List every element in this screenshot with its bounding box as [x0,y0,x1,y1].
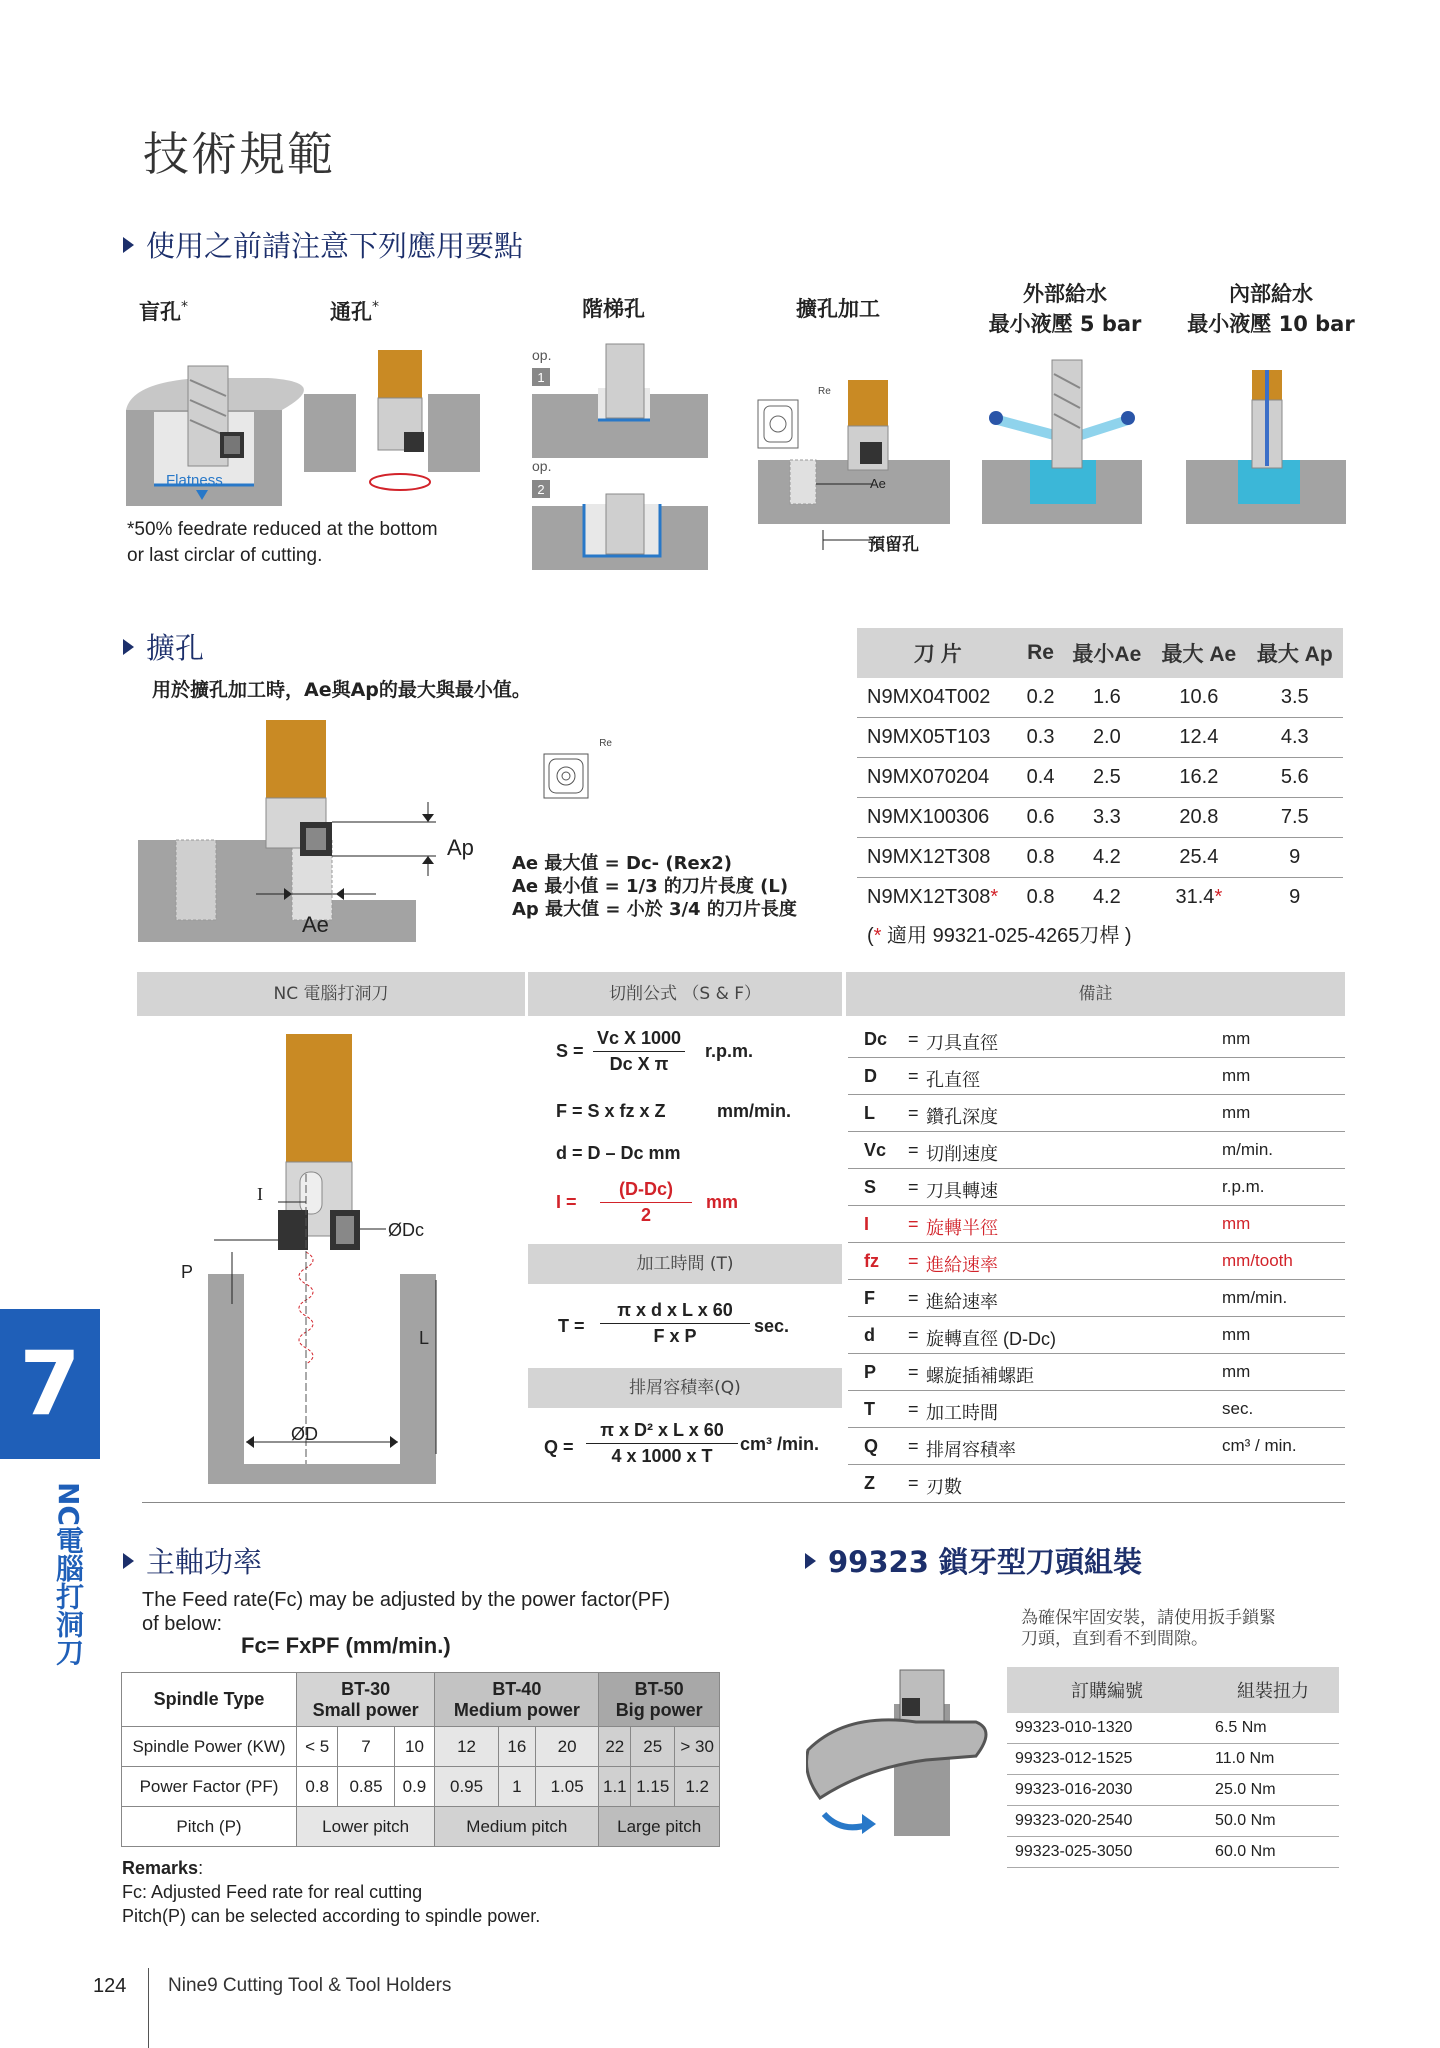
remark-desc: 旋轉半徑 [926,1218,998,1238]
table-row [1007,1775,1339,1806]
remark-unit: cm³ / min. [1222,1436,1297,1455]
remark-equals: = [908,1436,919,1456]
remark-symbol: I [864,1214,870,1234]
remark-row [848,1131,1345,1169]
remark-symbol: Vc [864,1140,887,1160]
section-heading-spindle-power: 主軸功率 [123,1540,262,1581]
footnote-text: 適用 99321-025-4265刀桿 ) [881,925,1132,947]
remark-equals: = [908,1214,919,1234]
remark-equals: = [908,1177,919,1197]
remark-unit: m/min. [1222,1140,1273,1159]
table-row [1007,1837,1339,1868]
table-cell: N9MX04T002 [857,678,1019,718]
table-cell: 0.8 [1026,886,1055,908]
remark-equals: = [908,1029,919,1049]
remark-symbol: Z [864,1473,875,1493]
spindle-formula: Fc= FxPF (mm/min.) [241,1633,451,1658]
table-cell: 0.3 [1019,718,1063,758]
formula-d: d = D – Dc mm [556,1143,681,1163]
spindle-power-cell: 25 [631,1727,675,1767]
remark-row [848,1242,1345,1280]
chapter-tab-number: 7 [0,1309,100,1459]
svg-text:op.: op. [532,347,552,363]
spindle-power-cell: 20 [535,1727,599,1767]
remark-symbol: Dc [864,1029,888,1049]
svg-text:Re: Re [599,738,612,749]
enlarge-subheading: 用於擴孔加工時，Ae與Ap的最大與最小值。 [152,679,531,701]
remark-symbol: D [864,1066,877,1086]
table-cell: 99323-016-2030 [1007,1775,1207,1806]
remark-desc: 鑽孔深度 [926,1107,998,1127]
table-row [1007,1713,1339,1744]
page-number: 124 [93,1975,127,1997]
spindle-power-cell: < 5 [297,1727,338,1767]
external-coolant-illustration [982,360,1142,524]
section-heading-99323: 99323 鎖牙型刀頭組裝 [805,1540,1142,1581]
wrench-assembly-illustration [806,1664,1006,1844]
pitch-label: Pitch (P) [122,1807,297,1847]
assembly-torque-table [1007,1667,1339,1868]
remark-equals: = [908,1066,919,1086]
table-row [857,718,1343,758]
insert-col-header: Re [1019,628,1063,678]
bullet-triangle-icon [805,1553,816,1569]
label-internal-coolant: 內部給水 最小液壓 10 bar [1187,282,1355,336]
header-nc-drill: NC 電腦打洞刀 [137,972,525,1016]
remark-desc: 刀具直徑 [926,1033,998,1053]
remark-row [848,1279,1345,1317]
table-row [857,678,1343,718]
assembly-note: 為確保牢固安裝，請使用扳手鎖緊 刀頭，直到看不到間隙。 [1021,1608,1276,1649]
formula-i-fraction: $\frac{(D-Dc)}{2}$ [600,1179,692,1226]
label-external-coolant: 外部給水 最小液壓 5 bar [988,282,1142,336]
table-cell: 2.5 [1062,758,1151,798]
remark-desc: 旋轉直徑 (D-Dc) [926,1329,1056,1349]
table-cell: 4.2 [1062,838,1151,878]
remark-equals: = [908,1251,919,1271]
table-cell: 11.0 Nm [1207,1744,1339,1775]
section-heading-usage-notes [123,224,523,265]
footnote-open: ( [867,925,874,947]
pre-hole-label: 預留孔 [868,535,919,555]
table-cell: 25.4 [1151,838,1246,878]
remark-symbol: T [864,1399,875,1419]
remark-unit: mm [1222,1066,1251,1085]
remark-desc: 進給速率 [926,1255,998,1275]
insert-col-header: 最大 Ae [1151,628,1246,678]
table-cell: N9MX05T103 [857,718,1019,758]
remark-row [848,1464,1345,1501]
table-cell [1151,878,1246,918]
formula-t-fraction: $\frac{\text{π x d x L x 60}}{\text{F x P}}$ [600,1300,750,1347]
table-cell: 2.0 [1062,718,1151,758]
footer-brand: Nine9 Cutting Tool & Tool Holders [168,1975,452,1996]
table-cell: 25.0 Nm [1207,1775,1339,1806]
table-cell: 3.3 [1062,798,1151,838]
table-cell: 99323-012-1525 [1007,1744,1207,1775]
enlarge-diagram [136,716,556,946]
table-cell [857,878,1019,918]
nc-drill-diagram [150,1024,450,1484]
remark-unit: mm/min. [1222,1288,1288,1307]
footnote-row [857,917,1343,956]
spindle-power-cell: 10 [394,1727,435,1767]
table-cell: N9MX12T308 [857,838,1019,878]
remark-unit: sec. [1222,1399,1254,1418]
spindle-remarks: Remarks: Fc: Adjusted Feed rate for real cutting Pitch(P) can be selected according to spindle power. [122,1858,541,1926]
table-cell: N9MX070204 [857,758,1019,798]
remark-unit: r.p.m. [1222,1177,1265,1196]
remark-equals: = [908,1473,919,1493]
step-hole-op1-illustration [532,344,708,458]
remark-unit: mm [1222,1029,1251,1048]
remark-row [848,1427,1345,1465]
group-bt40: BT-40 Medium power [435,1673,599,1727]
diagram-label-L: L [419,1328,430,1348]
torque-col-header: 組裝扭力 [1207,1667,1339,1713]
enlarge-formulas: Ae 最大值 = Dc- (Rex2) Ae 最小值 = 1/3 的刀片長度 (L) Ap 最大值 = 小於 3/4 的刀片長度 [512,853,797,920]
formula-t-lhs: T = [558,1316,585,1336]
formula-s-lhs: S = [556,1041,584,1061]
power-factor-cell: 1.1 [599,1767,631,1807]
table-cell: N9MX100306 [857,798,1019,838]
table-cell: 4.2 [1092,886,1121,908]
max-ae-value: 31.4 [1175,886,1215,908]
table-cell: 7.5 [1246,798,1343,838]
table-cell: 10.6 [1151,678,1246,718]
remark-symbol: d [864,1325,875,1345]
header-remarks: 備註 [846,972,1345,1016]
remark-unit: mm [1222,1325,1251,1344]
table-row [1007,1806,1339,1837]
remark-equals: = [908,1140,919,1160]
formula-i-lhs: I = [556,1192,577,1212]
remark-desc: 孔直徑 [926,1070,980,1090]
remark-row [848,1205,1345,1243]
diagram-label-I: I [257,1184,263,1204]
svg-text:Ae: Ae [870,476,886,491]
insert-table [857,628,1343,956]
svg-text:1: 1 [537,370,545,385]
remark-unit: mm [1222,1214,1251,1233]
formula-i-unit: mm [706,1192,739,1212]
remark-desc: 螺旋插補螺距 [926,1366,1034,1386]
header-cutting-formula: 切削公式 （S & F） [528,972,842,1016]
power-factor-cell: 1.2 [675,1767,720,1807]
footnote-cell [857,917,1343,956]
section-heading-enlarge: 擴孔 [123,626,204,667]
table-cell: 1.6 [1062,678,1151,718]
diagram-label-Dc: ØDc [388,1220,424,1240]
label-enlarge-hole: 擴孔加工 [796,297,880,321]
power-factor-cell: 1.15 [631,1767,675,1807]
remark-row [848,1057,1345,1095]
spindle-table [121,1672,720,1847]
remark-desc: 刀具轉速 [926,1181,998,1201]
remark-desc: 切削速度 [926,1144,998,1164]
table-row [1007,1744,1339,1775]
chapter-tab-text: NC電腦打洞刀 [52,1482,85,1666]
remark-row [848,1168,1345,1206]
svg-text:Re: Re [818,386,831,397]
insert-name: N9MX12T308 [867,886,991,908]
remark-desc: 刃數 [926,1477,962,1497]
remark-desc: 進給速率 [926,1292,998,1312]
table-cell: 60.0 Nm [1207,1837,1339,1868]
formula-t-unit: sec. [754,1316,790,1336]
remark-row [848,1094,1345,1132]
label-blind-hole: 盲孔* [139,299,188,324]
remark-desc: 加工時間 [926,1403,998,1423]
table-cell: 5.6 [1246,758,1343,798]
insert-col-header: 最小Ae [1062,628,1151,678]
table-row [857,758,1343,798]
insert-table-header [857,628,1343,678]
remark-unit: mm/tooth [1222,1251,1293,1270]
remark-symbol: F [864,1288,875,1308]
power-factor-cell: 1.05 [535,1767,599,1807]
insert-col-header: 最大 Ap [1246,628,1343,678]
formula-s-fraction: $\frac{\text{Vc X 1000}}{\text{Dc X π}}$ [593,1028,685,1075]
table-cell: 50.0 Nm [1207,1806,1339,1837]
spindle-power-cell: 12 [435,1727,499,1767]
table-cell: 16.2 [1151,758,1246,798]
diagram-label-P: P [181,1262,194,1282]
through-hole-illustration [304,350,480,490]
power-factor-cell: 0.95 [435,1767,499,1807]
remark-symbol: S [864,1177,877,1197]
spindle-power-cell: 22 [599,1727,631,1767]
formula-q-unit: cm³ /min. [740,1434,820,1454]
pitch-lower: Lower pitch [297,1807,435,1847]
spindle-intro: The Feed rate(Fc) may be adjusted by the power factor(PF) of below: [142,1589,670,1635]
footer-divider [148,1968,149,2048]
torque-col-header: 訂購編號 [1007,1667,1207,1713]
remark-equals: = [908,1288,919,1308]
bullet-triangle-icon [123,237,134,253]
power-factor-cell: 1 [498,1767,535,1807]
svg-text:2: 2 [537,482,545,497]
remark-row [848,1316,1345,1354]
table-cell: 3.5 [1246,678,1343,718]
insert-re-icon [538,734,618,814]
power-factor-label: Power Factor (PF) [122,1767,297,1807]
asterisk-mark: * [990,886,999,908]
internal-coolant-illustration [1186,370,1346,524]
table-cell: 9 [1246,838,1343,878]
formula-q-lhs: Q = [544,1437,574,1457]
power-factor-cell: 0.8 [297,1767,338,1807]
table-cell: 12.4 [1151,718,1246,758]
group-bt50: BT-50 Big power [599,1673,720,1727]
spindle-power-cell: > 30 [675,1727,720,1767]
asterisk-mark: * [1214,886,1223,908]
power-factor-cell: 0.85 [338,1767,394,1807]
table-cell: 0.4 [1019,758,1063,798]
page-title: 技術規範 [143,127,335,181]
formula-s-unit: r.p.m. [705,1041,754,1061]
pitch-large: Large pitch [599,1807,720,1847]
flatness-label: Flatness [166,472,223,489]
remark-symbol: L [864,1103,875,1123]
remark-symbol: P [864,1362,877,1382]
label-through-hole: 通孔* [330,299,379,324]
power-factor-cell: 0.9 [394,1767,435,1807]
enlarge-hole-illustration [758,380,950,550]
table-cell: 20.8 [1151,798,1246,838]
remark-unit: mm [1222,1362,1251,1381]
table-cell: 4.3 [1246,718,1343,758]
table-row [857,798,1343,838]
remark-symbol: Q [864,1436,879,1456]
step-hole-op2-illustration [532,458,708,570]
table-cell: 0.6 [1019,798,1063,838]
remark-row [848,1353,1345,1391]
diagram-label-D: ØD [291,1424,318,1444]
spindle-power-cell: 16 [498,1727,535,1767]
spindle-power-cell: 7 [338,1727,394,1767]
remark-equals: = [908,1399,919,1419]
remark-row [848,1020,1345,1058]
formula-f-unit: mm/min. [717,1101,792,1121]
pitch-medium: Medium pitch [435,1807,599,1847]
remark-row [848,1390,1345,1428]
usage-note: *50% feedrate reduced at the bottom or last circlar of cutting. [127,519,438,566]
table-cell: 99323-010-1320 [1007,1713,1207,1744]
header-machining-time: 加工時間 (T) [528,1244,842,1284]
label-step-hole: 階梯孔 [582,297,645,321]
formula-f: F = S x fz x Z [556,1101,666,1121]
insert-col-header: 刀 片 [857,628,1019,678]
table-cell: 99323-025-3050 [1007,1837,1207,1868]
bullet-triangle-icon [123,639,134,655]
remark-desc: 排屑容積率 [926,1440,1016,1460]
svg-text:op.: op. [532,458,552,474]
table-row [857,878,1343,918]
divider [142,1502,1345,1503]
spindle-power-label: Spindle Power (KW) [122,1727,297,1767]
header-chip-volume: 排屑容積率(Q) [528,1368,842,1408]
remark-symbol: fz [864,1251,879,1271]
group-bt30: BT-30 Small power [297,1673,435,1727]
table-cell: 99323-020-2540 [1007,1806,1207,1837]
ae-label: Ae [302,912,329,937]
ap-label: Ap [447,835,474,860]
table-cell: 9 [1289,886,1301,908]
table-cell: 0.2 [1019,678,1063,718]
remark-equals: = [908,1103,919,1123]
remark-equals: = [908,1362,919,1382]
asterisk-mark: * [873,925,882,947]
spindle-type-label: Spindle Type [122,1673,297,1727]
table-row [857,838,1343,878]
remark-unit: mm [1222,1103,1251,1122]
formula-q-fraction: $\frac{\text{π x D² x L x 60}}{\text{4 x 1000 x T}}$ [586,1420,738,1467]
bullet-triangle-icon [123,1553,134,1569]
table-cell: 6.5 Nm [1207,1713,1339,1744]
table-cell: 0.8 [1019,838,1063,878]
heading-text: 使用之前請注意下列應用要點 [146,229,524,263]
remark-equals: = [908,1325,919,1345]
